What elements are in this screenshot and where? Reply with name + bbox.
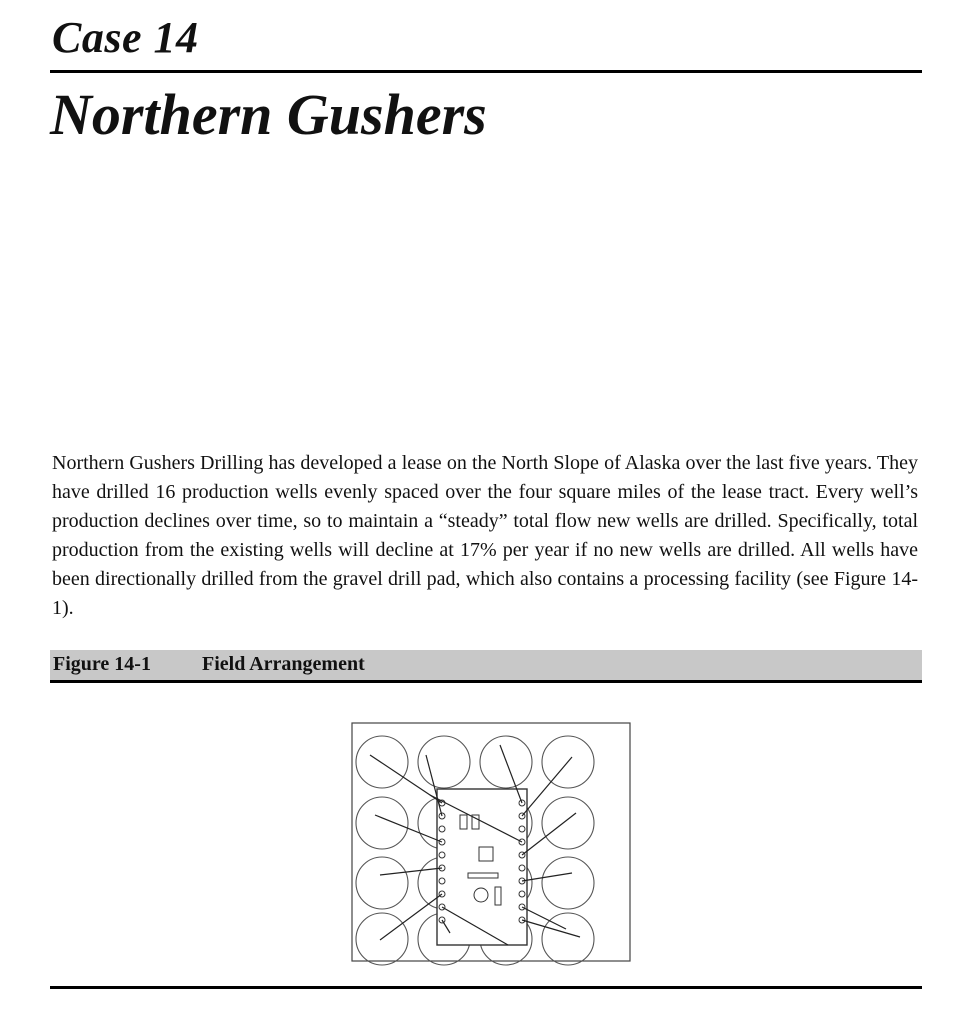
well-circle <box>356 857 408 909</box>
well-circle <box>418 736 470 788</box>
well-lateral <box>380 868 442 875</box>
case-label: Case 14 <box>52 13 199 62</box>
well-circle <box>542 857 594 909</box>
header-rule <box>50 70 922 73</box>
wellhead <box>519 865 525 871</box>
case-title: Northern Gushers <box>50 82 487 147</box>
wellhead <box>519 826 525 832</box>
wellhead <box>439 826 445 832</box>
figure-number: Figure 14-1 <box>53 653 151 675</box>
well-lateral <box>522 920 580 937</box>
wellhead <box>519 891 525 897</box>
figure-title: Field Arrangement <box>202 653 365 675</box>
wellhead <box>439 852 445 858</box>
field-arrangement-diagram <box>340 715 640 975</box>
footer-rule <box>50 986 922 989</box>
well-lateral <box>426 755 442 816</box>
well-lateral <box>375 815 442 842</box>
drill-pad <box>437 789 527 945</box>
figure-caption-bar <box>50 650 922 683</box>
well-lateral <box>522 873 572 881</box>
wellhead <box>439 878 445 884</box>
well-circle <box>542 797 594 849</box>
well-circle <box>356 797 408 849</box>
well-lateral <box>380 894 442 940</box>
well-circle <box>356 736 408 788</box>
body-paragraph: Northern Gushers Drilling has developed a lease on the North Slope of Alaska over the last five years. They have drilled 16 production wells evenly spaced over the four square miles of the lease tract. Every well’s production declines over time, so to maintain a “steady” total flow new wells are drilled. Specifically, total production from the existing wells will decline at 17% per year if no new wells are drilled. All wells have been directionally drilled from the gravel drill pad, which also contains a processing facility (see Figure 14-1). <box>52 452 918 619</box>
